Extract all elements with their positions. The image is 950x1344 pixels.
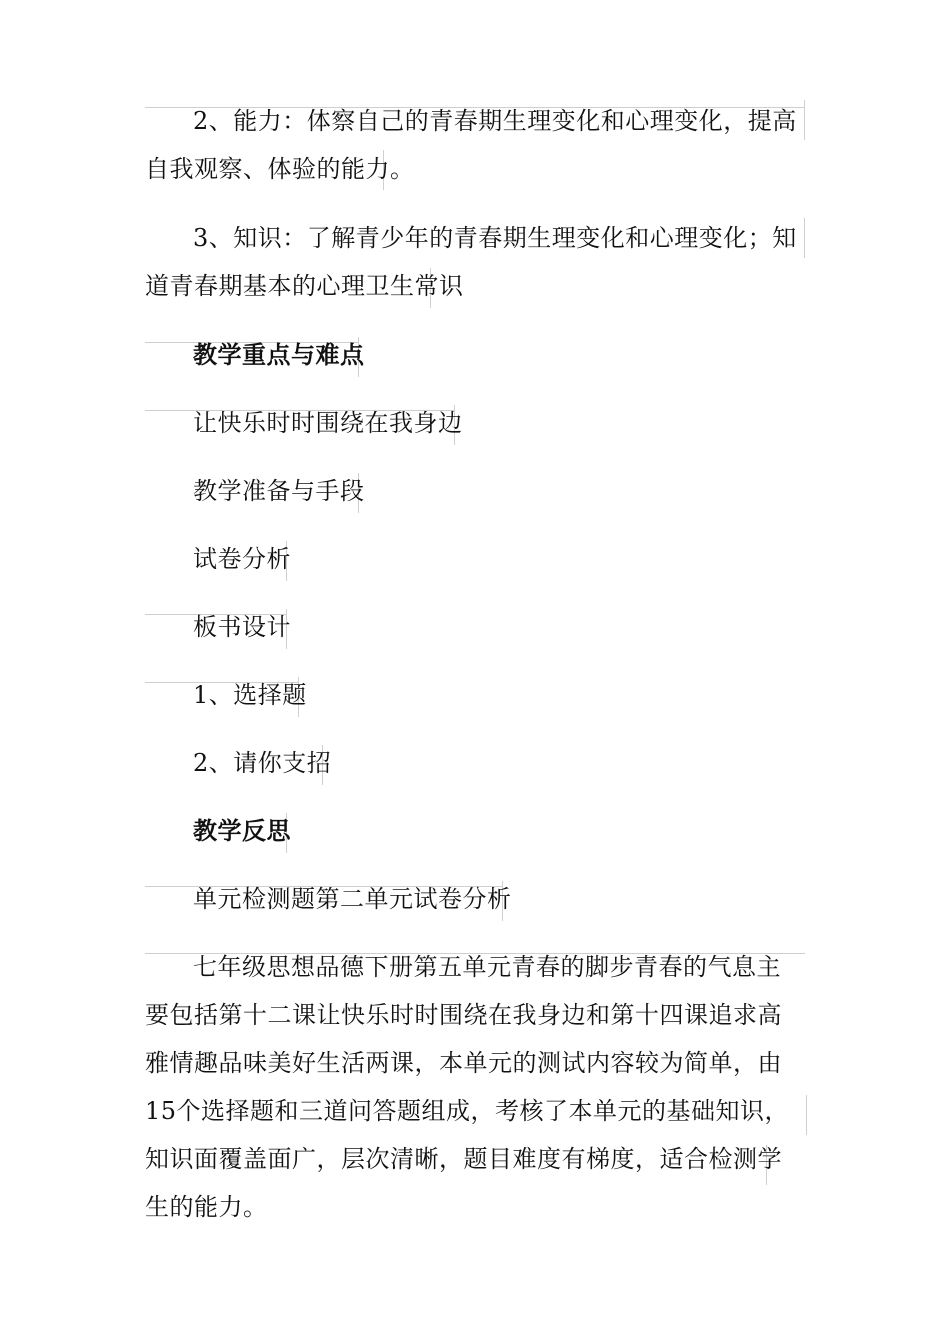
- paragraph-line: 1、选择题: [193, 681, 307, 709]
- paragraph-line: 教学准备与手段: [193, 477, 365, 505]
- text-frame-edge: [806, 1095, 807, 1135]
- paragraph-line: 单元检测题第二单元试卷分析: [193, 885, 512, 913]
- heading-key-points: 教学重点与难点: [193, 340, 365, 369]
- paragraph-line: 试卷分析: [193, 545, 291, 573]
- paragraph-line: 让快乐时时围绕在我身边: [193, 409, 463, 437]
- paragraph-line: 板书设计: [193, 613, 291, 641]
- paragraph-analysis: 七年级思想品德下册第五单元青春的脚步青春的气息主要包括第十二课让快乐时时围绕在我身边和第十四课追求高雅情趣品味美好生活两课，本单元的测试内容较为简单，由15个选择题和三道问答题组成，考核了本单元的基础知识，知识面覆盖面广，层次清晰，题目难度有梯度，适合检测学生的能力。: [145, 953, 790, 1221]
- paragraph-line: 2、请你支招: [193, 749, 332, 777]
- heading-reflection: 教学反思: [193, 816, 291, 845]
- paragraph-ability: 2、能力：体察自己的青春期生理变化和心理变化，提高自我观察、体验的能力。: [145, 107, 797, 183]
- paragraph-knowledge: 3、知识：了解青少年的青春期生理变化和心理变化；知道青春期基本的心理卫生常识: [145, 224, 797, 300]
